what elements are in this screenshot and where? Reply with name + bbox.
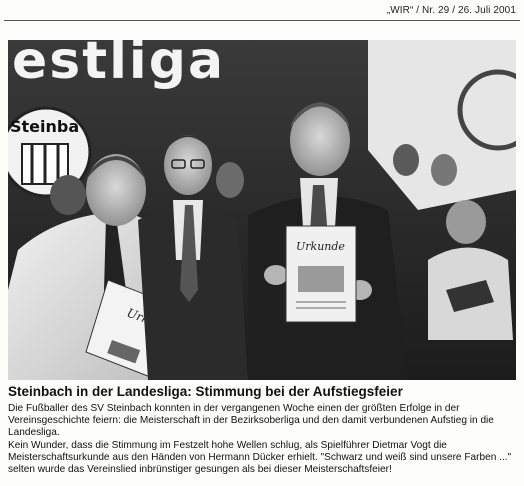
bystander-head [446,200,486,244]
article-headline: Steinbach in der Landesliga: Stimmung bei der Aufstiegsfeier [8,384,403,399]
bystander-head [50,175,86,215]
article-photo [8,40,516,380]
article-paragraph: Kein Wunder, dass die Stimmung im Festzelt hohe Wellen schlug, als Spielführer Dietmar Vogt die Meisterschaftsurkunde aus den Händen von Hermann Dücker erhielt. "Schwarz und weiß sind unsere Farben ..." selten wurde das Vereinslied inbrünstiger gesungen als bei dieser Meisterschaftsfeier! [8,439,512,476]
bystander-head [216,162,244,198]
header-rule [4,20,520,21]
issue-info: „WIR“ / Nr. 29 / 26. Juli 2001 [386,5,516,16]
article-body [8,403,518,476]
bystander-head [431,154,457,186]
article-paragraph: Die Fußballer des SV Steinbach konnten in der vergangenen Woche einen der größten Erfolge in der Vereinsgeschichte feiern: die Meisterschaft in der Bezirksoberliga und den damit verbundenen Aufstieg in die Landesliga. [8,403,494,439]
bystander-head [393,144,419,176]
banner-lettering: estliga [12,40,226,91]
crest-lettering: Steinba [10,117,80,136]
certificate-right [286,226,356,322]
certificate-right-title: Urkunde [296,240,345,253]
